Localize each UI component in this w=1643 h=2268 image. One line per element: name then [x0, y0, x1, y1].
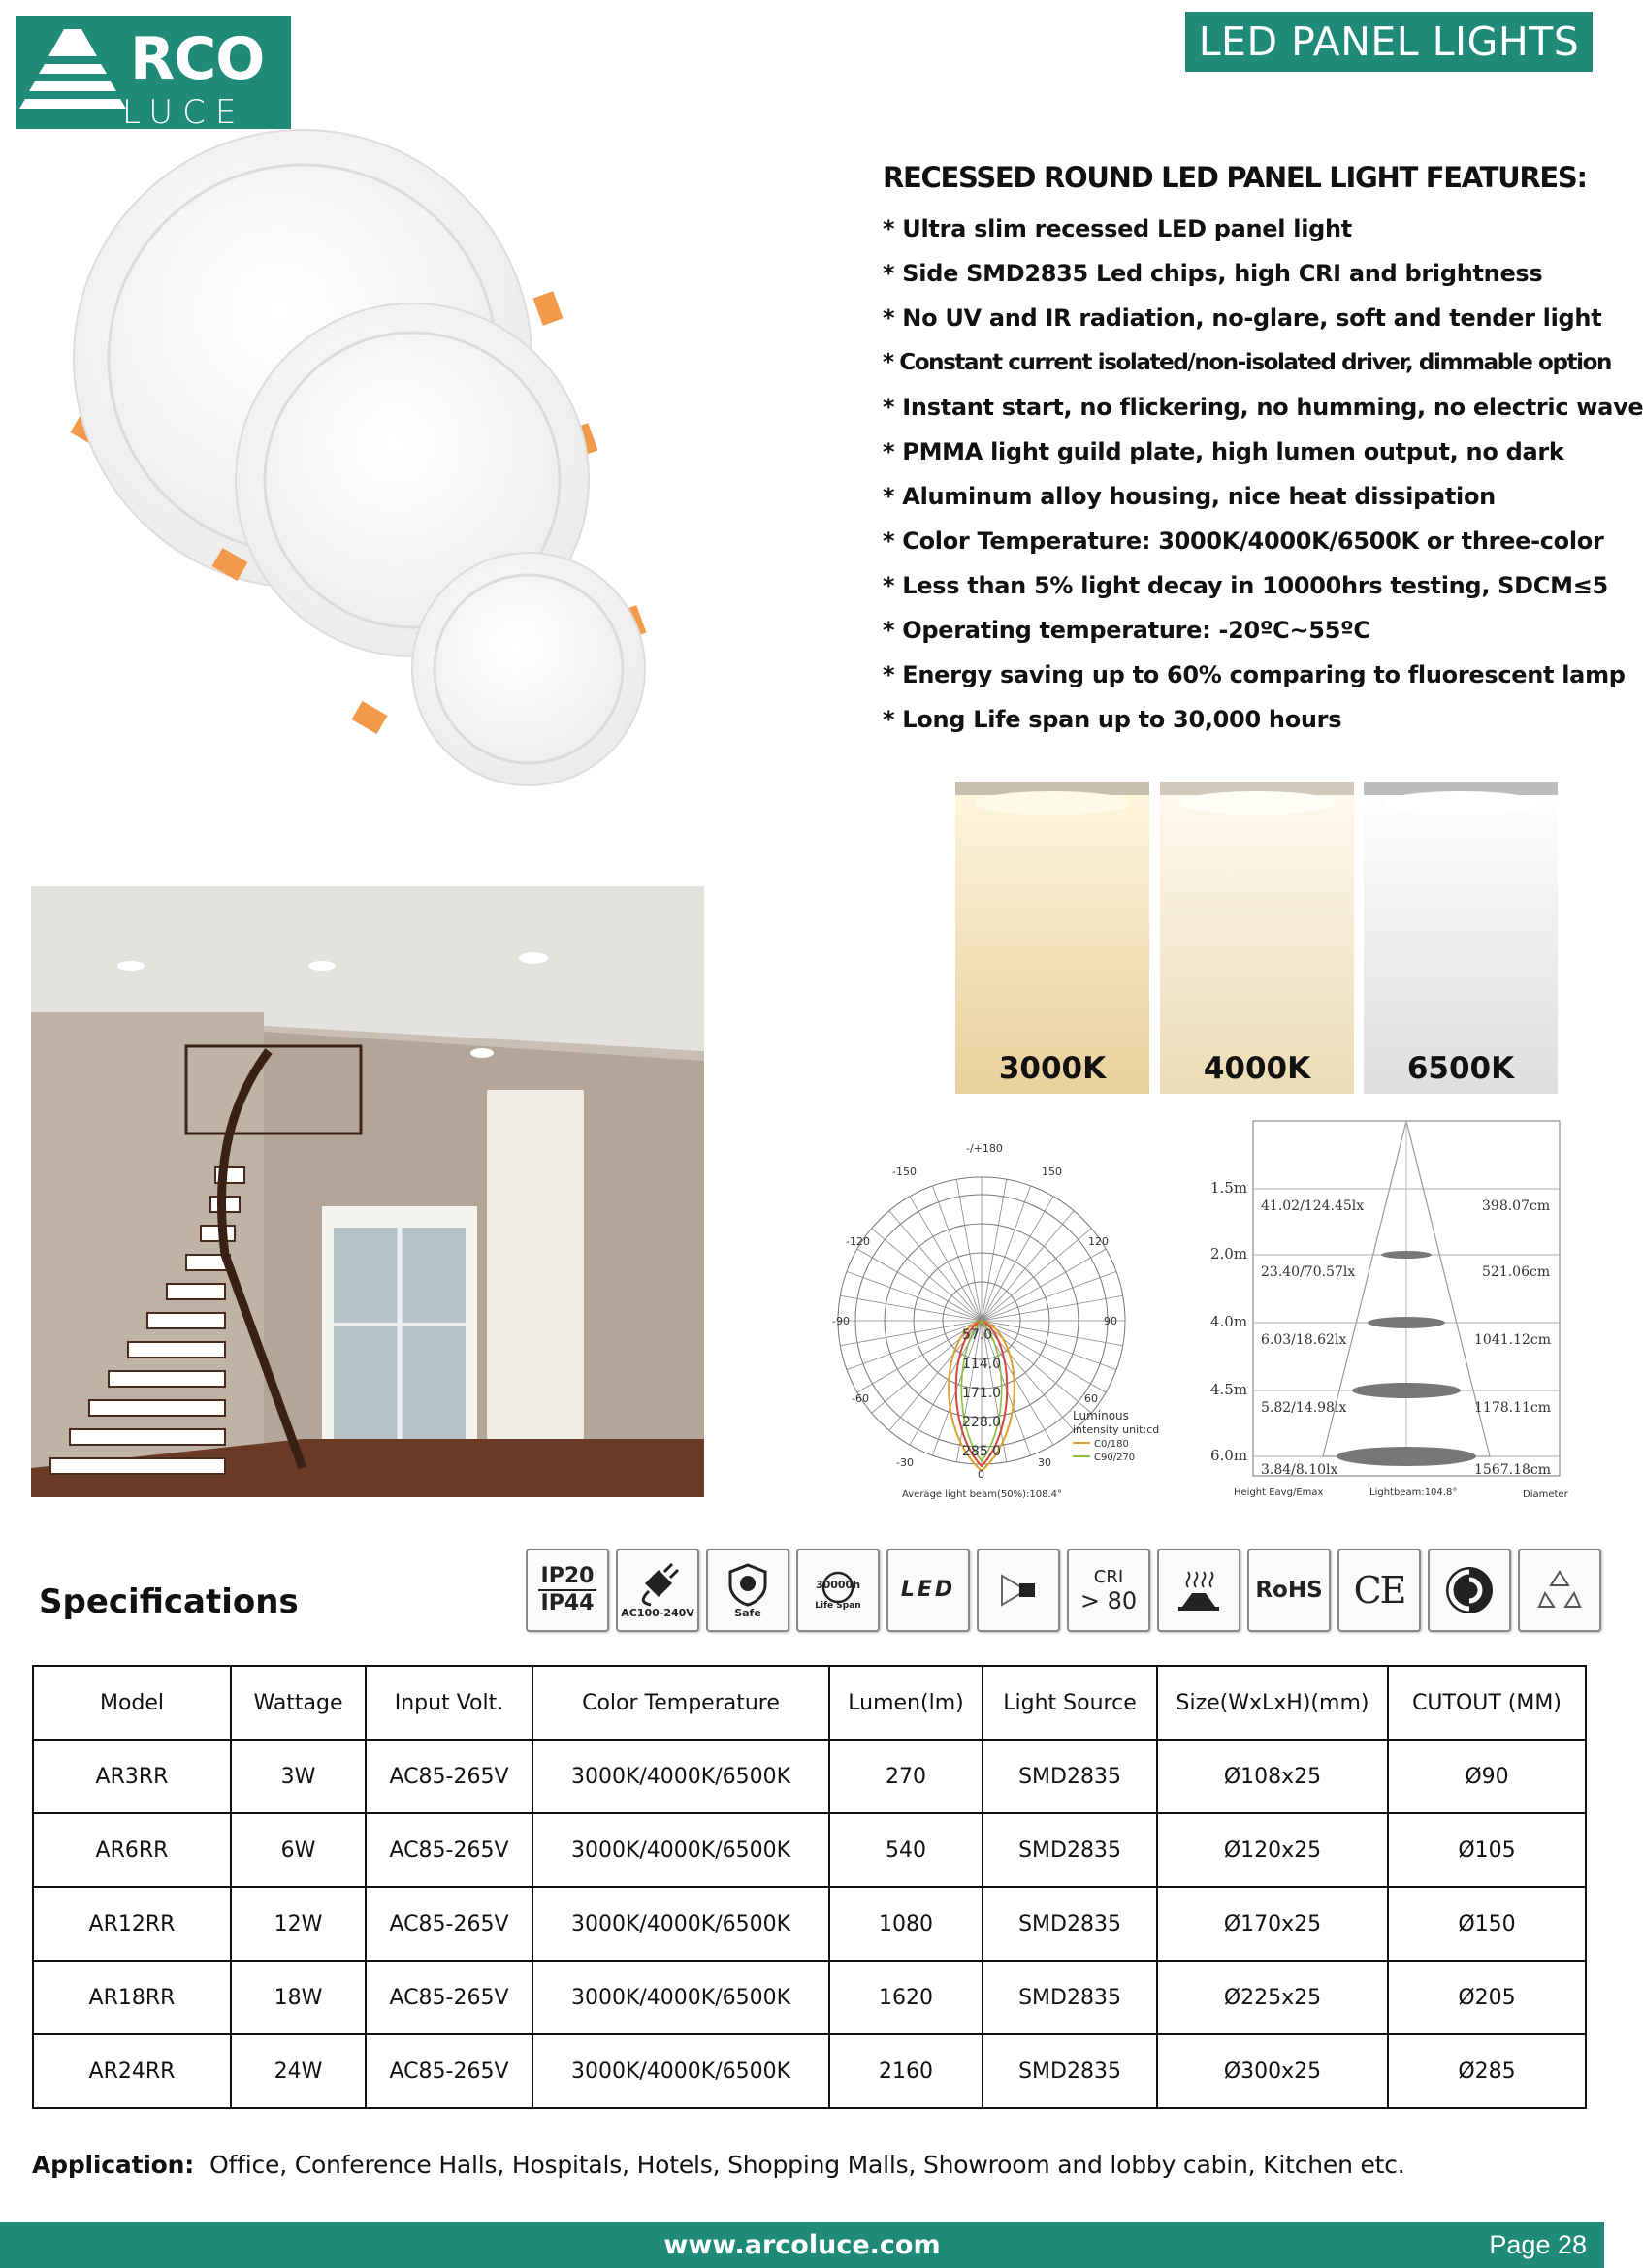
- polar-intensity-chart: [826, 1136, 1160, 1505]
- polar-angle-label: 30: [1038, 1456, 1051, 1469]
- column-header: Wattage: [231, 1666, 366, 1740]
- feature-item: * No UV and IR radiation, no-glare, soft and tender light: [883, 304, 1602, 332]
- table-cell: AR6RR: [33, 1813, 231, 1887]
- column-header: Lumen(lm): [829, 1666, 983, 1740]
- lifespan-icon: [796, 1549, 880, 1632]
- table-cell: AC85-265V: [366, 1740, 532, 1813]
- beam-lux-label: 6.03/18.62lx: [1261, 1332, 1347, 1348]
- color-temp-label: 6500K: [1406, 1051, 1515, 1086]
- led-icon: [886, 1549, 970, 1632]
- beam-diameter-label: 1178.11cm: [1474, 1400, 1552, 1416]
- brand-logo: [16, 16, 291, 132]
- cert-line2: IP44: [540, 1591, 595, 1615]
- beam-lux-label: 5.82/14.98lx: [1261, 1400, 1347, 1416]
- table-cell: Ø225x25: [1157, 1961, 1388, 2034]
- table-row: [33, 1813, 1586, 1887]
- beam-height-label: 2.0m: [1210, 1245, 1248, 1262]
- plug-icon: [616, 1549, 699, 1632]
- table-cell: AR18RR: [33, 1961, 231, 2034]
- feature-item: * Operating temperature: -20ºC~55ºC: [883, 617, 1370, 644]
- polar-angle-label: -90: [832, 1315, 850, 1327]
- product-image: [68, 179, 679, 810]
- polar-legend-c0: C0/180: [1094, 1439, 1129, 1450]
- beam-footer-mid: Lightbeam:104.8°: [1369, 1487, 1458, 1498]
- table-cell: SMD2835: [983, 1813, 1157, 1887]
- table-cell: 3000K/4000K/6500K: [532, 1740, 829, 1813]
- table-cell: Ø170x25: [1157, 1887, 1388, 1961]
- beam-diameter-label: 398.07cm: [1482, 1198, 1551, 1214]
- table-cell: AR3RR: [33, 1740, 231, 1813]
- table-cell: 3000K/4000K/6500K: [532, 1961, 829, 2034]
- recycle-icon: [1518, 1549, 1601, 1632]
- table-row: [33, 2034, 1586, 2108]
- column-header: Color Temperature: [532, 1666, 829, 1740]
- table-cell: 1080: [829, 1887, 983, 1961]
- feature-item: * Side SMD2835 Led chips, high CRI and brightness: [883, 260, 1543, 287]
- cert-line1: 30000h: [815, 1578, 861, 1591]
- color-temp-label: 4000K: [1203, 1051, 1311, 1086]
- application-text: Office, Conference Halls, Hospitals, Hotels, Shopping Malls, Showroom and lobby cabin, Kitchen etc.: [209, 2151, 1405, 2179]
- safe-icon: [706, 1549, 789, 1632]
- table-cell: Ø285: [1388, 2034, 1586, 2108]
- column-header: Size(WxLxH)(mm): [1157, 1666, 1388, 1740]
- table-cell: 270: [829, 1740, 983, 1813]
- spec-table: [32, 1665, 1587, 2109]
- table-cell: Ø150: [1388, 1887, 1586, 1961]
- polar-angle-label: -150: [892, 1166, 917, 1178]
- feature-item: * Instant start, no flickering, no humming, no electric wave: [883, 394, 1643, 421]
- logo-text-top: RCO: [130, 25, 265, 93]
- cert-line1: LED: [900, 1578, 956, 1602]
- table-cell: Ø108x25: [1157, 1740, 1388, 1813]
- table-row: [33, 1887, 1586, 1961]
- application-label: Application:: [32, 2151, 195, 2179]
- feature-item: * Less than 5% light decay in 10000hrs testing, SDCM≤5: [883, 572, 1608, 599]
- table-cell: 24W: [231, 2034, 366, 2108]
- feature-item: * PMMA light guild plate, high lumen output, no dark: [883, 438, 1564, 465]
- color-temp-swatch-6500k: [1364, 782, 1558, 1094]
- website-link[interactable]: www.arcoluce.com: [663, 2230, 941, 2260]
- cert-line2: AC100-240V: [621, 1606, 694, 1619]
- table-row: [33, 1961, 1586, 2034]
- table-cell: SMD2835: [983, 1740, 1157, 1813]
- table-cell: 12W: [231, 1887, 366, 1961]
- polar-angle-label: -120: [846, 1235, 870, 1248]
- cert-line1: RoHS: [1255, 1578, 1323, 1603]
- polar-radial-value: 228.0: [962, 1415, 1002, 1430]
- polar-radial-value: 114.0: [962, 1357, 1002, 1372]
- table-cell: 1620: [829, 1961, 983, 2034]
- logo-text-bottom: LUCE: [122, 93, 246, 132]
- heat-sink-icon: [1157, 1549, 1240, 1632]
- color-temp-swatch-3000k: [955, 782, 1149, 1094]
- polar-angle-label: -30: [896, 1456, 914, 1469]
- table-cell: Ø90: [1388, 1740, 1586, 1813]
- table-cell: SMD2835: [983, 1887, 1157, 1961]
- cert-line2: > 80: [1079, 1586, 1138, 1614]
- table-cell: 3000K/4000K/6500K: [532, 1887, 829, 1961]
- table-cell: AR12RR: [33, 1887, 231, 1961]
- beam-lux-label: 3.84/8.10lx: [1261, 1462, 1338, 1478]
- table-cell: Ø120x25: [1157, 1813, 1388, 1887]
- polar-angle-label: 120: [1088, 1235, 1109, 1248]
- polar-radial-value: 57.0: [962, 1327, 993, 1343]
- page-title: LED PANEL LIGHTS: [1185, 12, 1593, 72]
- page-footer: [0, 2222, 1604, 2268]
- cert-line1: IP20: [540, 1564, 595, 1588]
- color-temp-label: 3000K: [998, 1051, 1107, 1086]
- table-cell: AC85-265V: [366, 1813, 532, 1887]
- specifications-title: Specifications: [39, 1582, 299, 1621]
- beam-footer-right: Diameter: [1523, 1489, 1568, 1500]
- ip-rating-icon: [526, 1549, 609, 1632]
- feature-item: * Color Temperature: 3000K/4000K/6500K or three-color: [883, 527, 1604, 555]
- feature-item: * Aluminum alloy housing, nice heat dissipation: [883, 483, 1496, 510]
- ce-icon: [1337, 1549, 1421, 1632]
- beam-height-label: 4.5m: [1210, 1381, 1248, 1398]
- beam-footer-left: Height Eavg/Emax: [1234, 1487, 1324, 1498]
- table-cell: AC85-265V: [366, 1887, 532, 1961]
- table-cell: AC85-265V: [366, 2034, 532, 2108]
- column-header: Input Volt.: [366, 1666, 532, 1740]
- cri-icon: [1067, 1549, 1150, 1632]
- feature-item: * Long Life span up to 30,000 hours: [883, 706, 1342, 733]
- cert-line1: CRI: [1093, 1566, 1124, 1587]
- beam-lux-label: 41.02/124.45lx: [1261, 1198, 1365, 1214]
- room-photo: [31, 886, 704, 1497]
- table-cell: 6W: [231, 1813, 366, 1887]
- column-header: CUTOUT (MM): [1388, 1666, 1586, 1740]
- column-header: Model: [33, 1666, 231, 1740]
- table-cell: Ø205: [1388, 1961, 1586, 2034]
- features-list: [883, 209, 1643, 745]
- green-dot-icon: [1428, 1549, 1511, 1632]
- polar-legend-c90: C90/270: [1094, 1453, 1136, 1463]
- cert-line1: CE: [1353, 1569, 1405, 1612]
- cert-line2: Safe: [734, 1606, 761, 1619]
- table-cell: 18W: [231, 1961, 366, 2034]
- color-temp-swatch-4000k: [1160, 782, 1354, 1094]
- table-cell: 540: [829, 1813, 983, 1887]
- polar-angle-label: 0: [978, 1468, 984, 1481]
- column-header: Light Source: [983, 1666, 1157, 1740]
- polar-angle-label: 150: [1042, 1166, 1062, 1178]
- beam-height-label: 4.0m: [1210, 1313, 1248, 1330]
- beam-height-label: 6.0m: [1210, 1447, 1248, 1464]
- page-number: Page 28: [1489, 2230, 1587, 2259]
- polar-radial-value: 285.0: [962, 1444, 1002, 1459]
- table-cell: Ø300x25: [1157, 2034, 1388, 2108]
- rohs-icon: [1247, 1549, 1331, 1632]
- feature-item: * Energy saving up to 60% comparing to fluorescent lamp: [883, 661, 1626, 688]
- beam-diameter-label: 1567.18cm: [1474, 1462, 1552, 1478]
- table-cell: 3000K/4000K/6500K: [532, 1813, 829, 1887]
- beam-icon: [977, 1549, 1060, 1632]
- table-cell: 3000K/4000K/6500K: [532, 2034, 829, 2108]
- polar-angle-label: 90: [1104, 1315, 1117, 1327]
- beam-diameter-label: 521.06cm: [1482, 1264, 1551, 1280]
- beam-lux-label: 23.40/70.57lx: [1261, 1264, 1356, 1280]
- beam-diameter-label: 1041.12cm: [1474, 1332, 1552, 1348]
- application-line: [32, 2151, 1405, 2179]
- table-header-row: [33, 1666, 1586, 1740]
- table-row: [33, 1740, 1586, 1813]
- table-cell: AC85-265V: [366, 1961, 532, 2034]
- table-cell: SMD2835: [983, 1961, 1157, 2034]
- table-cell: 2160: [829, 2034, 983, 2108]
- polar-top-label: -/+180: [966, 1142, 1003, 1155]
- beam-spread-chart: [1199, 1117, 1567, 1505]
- polar-radial-value: 171.0: [962, 1386, 1002, 1401]
- polar-angle-label: -60: [852, 1392, 869, 1405]
- table-cell: 3W: [231, 1740, 366, 1813]
- feature-item: * Constant current isolated/non-isolated driver, dimmable option: [883, 350, 1611, 375]
- features-title: RECESSED ROUND LED PANEL LIGHT FEATURES:: [883, 161, 1587, 194]
- polar-legend-subtitle: intensity unit:cd: [1073, 1423, 1160, 1436]
- polar-angle-label: 60: [1084, 1392, 1098, 1405]
- polar-legend-title: Luminous: [1073, 1409, 1129, 1422]
- cert-line2: Life Span: [815, 1600, 861, 1611]
- table-cell: SMD2835: [983, 2034, 1157, 2108]
- table-cell: Ø105: [1388, 1813, 1586, 1887]
- table-cell: AR24RR: [33, 2034, 231, 2108]
- polar-footer: Average light beam(50%):108.4°: [902, 1489, 1062, 1500]
- beam-height-label: 1.5m: [1210, 1179, 1248, 1197]
- feature-item: * Ultra slim recessed LED panel light: [883, 215, 1352, 242]
